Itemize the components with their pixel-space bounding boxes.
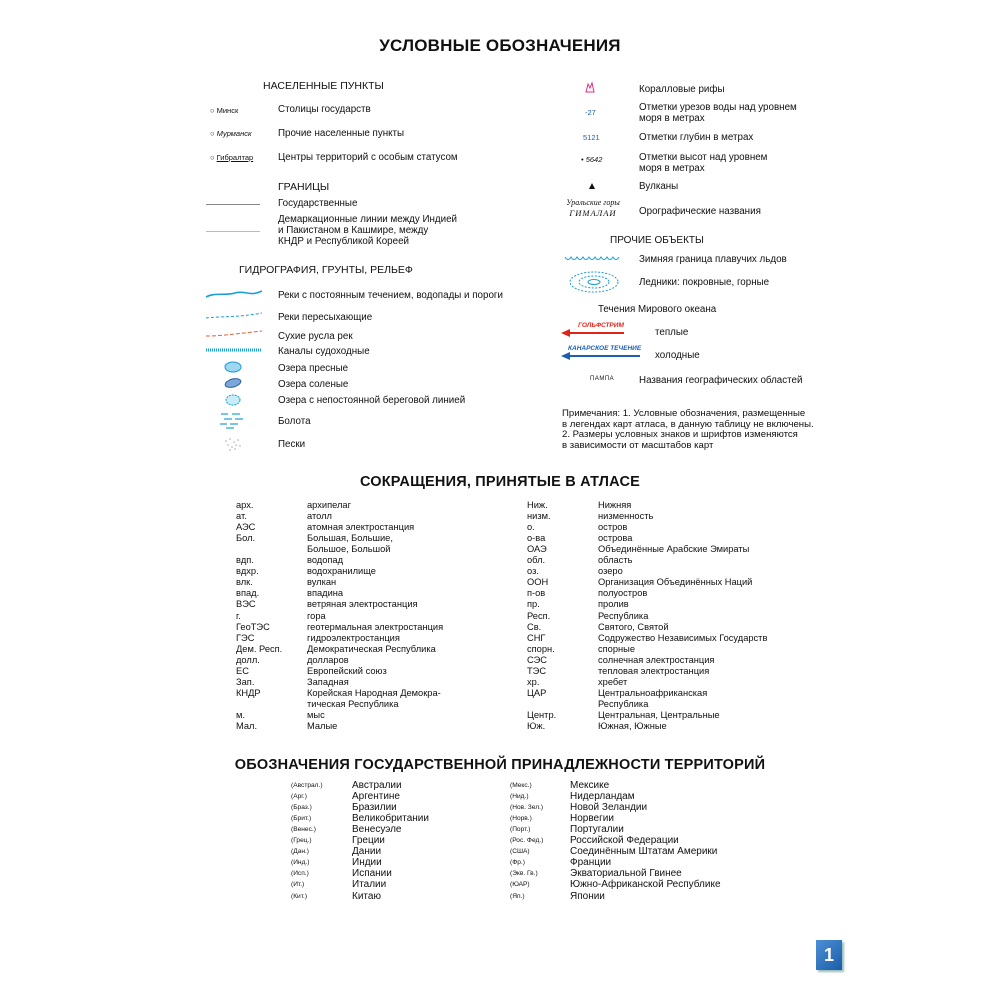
legend-note: Примечания: 1. Условные обозначения, размещенные в легендах карт атласа, в данную таблицу не включены. 2. Размеры условных знаков и шрифтов изменяются в зависимости от масштабов карт <box>562 408 814 451</box>
abbr-right-meaning: Центральноафриканская <box>598 687 708 698</box>
country-right-abbr: (Норв.) <box>510 815 532 823</box>
country-left-meaning: Греции <box>352 835 385 847</box>
country-right-abbr: (Рос. Фед.) <box>510 837 544 845</box>
abbr-right-meaning: хребет <box>598 676 628 687</box>
ice-limit-label: Зимняя граница плавучих льдов <box>639 254 787 265</box>
abbr-right-abbr: СЭС <box>527 654 548 665</box>
legend-title: УСЛОВНЫЕ ОБОЗНАЧЕНИЯ <box>379 36 621 55</box>
swamp-label: Болота <box>278 416 311 427</box>
country-right-abbr: (Нов. Зел.) <box>510 804 544 812</box>
abbr-left-abbr: г. <box>236 610 241 621</box>
abbr-left-meaning: атомная электростанция <box>307 522 415 533</box>
abbr-left-meaning: Большое, Большой <box>307 544 391 555</box>
country-right-abbr: (Мекс.) <box>510 782 532 789</box>
abbr-right-abbr: о. <box>527 522 535 533</box>
dry-riverbed-icon <box>205 328 263 340</box>
country-right-meaning: Экваториальной Гвинее <box>570 868 682 880</box>
abbr-left-abbr: Дем. Респ. <box>236 643 283 654</box>
state-border-line <box>206 204 260 205</box>
country-left-abbr: (Исп.) <box>291 870 309 878</box>
abbr-right-abbr: Св. <box>527 621 542 632</box>
country-left-abbr: (Венес.) <box>291 826 316 834</box>
abbr-left-meaning: гидроэлектростанция <box>307 632 400 643</box>
abbr-left-meaning: ветряная электростанция <box>307 599 418 610</box>
borders-title: ГРАНИЦЫ <box>278 181 330 193</box>
country-right-meaning: Южно-Африканской Республике <box>570 879 721 891</box>
country-right-meaning: Португалии <box>570 824 624 836</box>
cold-current-label: холодные <box>655 350 700 361</box>
abbr-left-meaning: гора <box>307 610 326 621</box>
abbr-left-abbr: ЕС <box>236 665 249 676</box>
abbr-left-abbr: долл. <box>236 654 260 665</box>
abbr-right-meaning: остров <box>598 522 628 533</box>
abbr-right-abbr: хр. <box>527 676 540 687</box>
abbr-right-meaning: Святого, Святой <box>598 621 669 632</box>
country-left-meaning: Австралии <box>352 780 402 791</box>
abbr-right-meaning: полуостров <box>598 588 648 599</box>
ice-limit-icon <box>563 254 623 264</box>
country-left-meaning: Дании <box>352 846 382 858</box>
country-left-meaning: Испании <box>352 868 392 880</box>
page-number-badge: 1 <box>816 940 842 970</box>
country-left-abbr: (Браз.) <box>291 804 312 812</box>
country-left-meaning: Аргентине <box>352 791 400 803</box>
abbr-left-abbr: впад. <box>236 588 260 599</box>
abbr-left-abbr: ГЭС <box>236 632 255 643</box>
country-left-abbr: (Арг.) <box>291 793 307 801</box>
abbr-left-abbr: АЭС <box>236 522 256 533</box>
depth-label: Отметки глубин в метрах <box>639 132 754 143</box>
abbr-left-meaning: тическая Республика <box>307 698 399 709</box>
abbr-right-meaning: Республика <box>598 698 649 709</box>
intermittent-rivers-label: Реки пересыхающие <box>278 312 373 323</box>
abbr-right-meaning: Организация Объединённых Наций <box>598 577 753 588</box>
coral-reef-icon <box>583 80 597 94</box>
abbr-left-abbr: ВЭС <box>236 599 256 610</box>
abbr-left-meaning: Большая, Большие, <box>307 533 393 544</box>
warm-current-sample: ГОЛЬФСТРИМ <box>578 322 624 329</box>
abbr-right-abbr: СНГ <box>527 632 546 643</box>
abbr-right-meaning: озеро <box>598 566 623 577</box>
country-right-meaning: Норвегии <box>570 813 614 825</box>
abbr-right-abbr: оз. <box>527 566 539 577</box>
abbr-left-abbr: вдхр. <box>236 566 259 577</box>
abbr-left-abbr: вдп. <box>236 555 254 566</box>
demarcation-label: Демаркационные линии между Индией и Пакистаном в Кашмире, между КНДР и Республикой Кореей <box>278 214 458 247</box>
canal-icon <box>205 346 263 354</box>
abbr-title: СОКРАЩЕНИЯ, ПРИНЯТЫЕ В АТЛАСЕ <box>359 474 641 490</box>
water-level-sample: -27 <box>585 108 596 117</box>
country-left-meaning: Италии <box>352 879 387 891</box>
intermittent-river-icon <box>205 310 263 322</box>
region-sample: ПАМПА <box>590 376 615 382</box>
abbr-left-abbr: ГеоТЭС <box>236 621 270 632</box>
height-label: Отметки высот над уровнем моря в метрах <box>639 152 768 174</box>
abbr-left-meaning: вулкан <box>307 577 337 588</box>
abbr-left-abbr: Зап. <box>236 676 255 687</box>
region-label: Названия географических областей <box>639 375 803 386</box>
orographic-label: Орографические названия <box>639 206 761 217</box>
demarcation-line <box>206 231 260 232</box>
height-sample: • 5642 <box>581 155 603 164</box>
abbr-right-abbr: ООН <box>527 577 549 588</box>
fresh-lake-icon <box>224 361 242 373</box>
currents-title: Течения Мирового океана <box>598 304 717 315</box>
country-right-abbr: (Нид.) <box>510 793 529 801</box>
abbr-right-abbr: ЦАР <box>527 687 547 698</box>
country-left-meaning: Венесуэле <box>352 824 402 836</box>
abbr-right-abbr: п-ов <box>527 588 546 599</box>
country-right-abbr: (Фр.) <box>510 859 525 867</box>
abbr-right-abbr: обл. <box>527 555 546 566</box>
country-right-meaning: Японии <box>570 890 605 902</box>
country-left-abbr: (Австрал.) <box>291 782 323 789</box>
abbr-right-meaning: Южная, Южные <box>598 721 667 731</box>
abbr-left-abbr: Мал. <box>236 721 258 731</box>
special-status-label: Центры территорий с особым статусом <box>278 152 458 163</box>
country-right-meaning: Мексике <box>570 780 610 791</box>
country-right-meaning: Соединённым Штатам Америки <box>570 846 718 858</box>
state-border-label: Государственные <box>278 198 358 209</box>
sand-label: Пески <box>278 439 306 450</box>
abbr-right-meaning: острова <box>598 533 633 544</box>
depth-sample: 5121 <box>583 133 600 142</box>
abbr-left-meaning: Демократическая Республика <box>307 643 436 654</box>
country-left-meaning: Бразилии <box>352 802 397 814</box>
abbr-left-abbr: м. <box>236 709 245 720</box>
country-left-abbr: (Дан.) <box>291 848 309 856</box>
salt-lake-icon <box>224 377 242 389</box>
abbr-left-meaning: долларов <box>307 654 349 665</box>
glacier-icon <box>566 268 622 296</box>
rivers-label: Реки с постоянным течением, водопады и пороги <box>278 290 503 301</box>
abbr-left-abbr: КНДР <box>236 687 261 698</box>
abbr-right-meaning: Объединённые Арабские Эмираты <box>598 544 750 555</box>
abbr-right-abbr: Ниж. <box>527 500 548 510</box>
orographic-sample: Уральские горы ГИМАЛАИ <box>566 198 620 218</box>
other-settlement-label: Прочие населенные пункты <box>278 128 405 139</box>
abbr-right-abbr: спорн. <box>527 643 555 654</box>
dry-riverbed-label: Сухие русла рек <box>278 331 353 342</box>
abbr-right-meaning: Содружество Независимых Государств <box>598 632 768 643</box>
country-right-abbr: (ЮАР) <box>510 881 530 889</box>
abbr-right-meaning: Республика <box>598 610 649 621</box>
abbr-right-abbr: Респ. <box>527 610 551 621</box>
country-right-meaning: Нидерландам <box>570 791 635 803</box>
abbr-right-meaning: область <box>598 555 633 566</box>
glacier-label: Ледники: покровные, горные <box>639 277 770 288</box>
country-left-meaning: Китаю <box>352 890 381 902</box>
coral-reef-label: Коралловые рифы <box>639 84 725 95</box>
other-settlement-sample: ○ Мурманск <box>210 129 252 138</box>
abbr-right-abbr: пр. <box>527 599 540 610</box>
abbr-left-meaning: Европейский союз <box>307 665 387 676</box>
volcano-icon <box>588 182 596 190</box>
abbr-right-abbr: ОАЭ <box>527 544 547 555</box>
country-right-meaning: Российской Федерации <box>570 835 679 847</box>
canals-label: Каналы судоходные <box>278 346 370 357</box>
abbr-left-meaning: Малые <box>307 721 338 731</box>
abbr-left-abbr: Бол. <box>236 533 256 544</box>
volcano-label: Вулканы <box>639 181 679 192</box>
river-icon <box>205 288 263 302</box>
nonpermanent-lake-icon <box>224 393 242 407</box>
abbr-left-meaning: атолл <box>307 511 332 522</box>
abbr-left-abbr: ат. <box>236 511 247 522</box>
country-left-meaning: Великобритании <box>352 813 429 825</box>
abbr-right-meaning: солнечная электростанция <box>598 654 715 665</box>
salt-lake-label: Озера соленые <box>278 379 349 390</box>
abbr-right-meaning: тепловая электростанция <box>598 665 710 676</box>
settlements-title: НАСЕЛЕННЫЕ ПУНКТЫ <box>263 80 384 92</box>
abbr-left-meaning: архипелаг <box>307 500 351 510</box>
abbr-left-abbr: влк. <box>236 577 253 588</box>
country-right-meaning: Франции <box>570 857 612 869</box>
abbr-left-meaning: впадина <box>307 588 344 599</box>
country-right-abbr: (Яп.) <box>510 892 525 900</box>
abbr-right-abbr: Центр. <box>527 709 557 720</box>
nonpermanent-lake-label: Озера с непостоянной береговой линией <box>278 395 466 406</box>
abbr-left-meaning: геотермальная электростанция <box>307 621 444 632</box>
country-left-abbr: (Грец.) <box>291 837 312 845</box>
abbr-left-meaning: водопад <box>307 555 344 566</box>
country-left-abbr: (Инд.) <box>291 859 310 867</box>
country-right-abbr: (США) <box>510 848 530 856</box>
other-objects-title: ПРОЧИЕ ОБЪЕКТЫ <box>610 235 704 246</box>
water-level-label: Отметки урезов воды над уровнем моря в метрах <box>639 102 797 124</box>
special-status-sample: ○ Гибралтар <box>210 153 254 162</box>
sand-icon <box>222 436 244 452</box>
country-left-abbr: (Брит.) <box>291 815 312 823</box>
abbr-right-meaning: спорные <box>598 643 636 654</box>
abbr-right-meaning: Нижняя <box>598 500 632 510</box>
country-left-meaning: Индии <box>352 857 382 869</box>
abbr-right-abbr: ТЭС <box>527 665 547 676</box>
abbr-right-abbr: низм. <box>527 511 551 522</box>
capital-sample: ○ Минск <box>210 106 239 115</box>
country-left-abbr: (Кит.) <box>291 892 308 900</box>
abbr-left-meaning: мыс <box>307 709 325 720</box>
warm-current-label: теплые <box>655 327 689 338</box>
country-right-abbr: (Порт.) <box>510 826 531 834</box>
country-left-abbr: (Ит.) <box>291 881 305 889</box>
abbr-right-meaning: низменность <box>598 511 654 522</box>
countries-title: ОБОЗНАЧЕНИЯ ГОСУДАРСТВЕННОЙ ПРИНАДЛЕЖНОСТИ ТЕРРИТОРИЙ <box>234 757 766 773</box>
abbr-right-abbr: Юж. <box>527 721 546 731</box>
country-right-abbr: (Экв. Гв.) <box>510 870 538 878</box>
abbr-left-meaning: Корейская Народная Демокра- <box>307 687 441 698</box>
abbr-left-abbr: арх. <box>236 500 254 510</box>
hydro-title: ГИДРОГРАФИЯ, ГРУНТЫ, РЕЛЬЕФ <box>239 264 413 276</box>
capital-label: Столицы государств <box>278 104 371 115</box>
abbr-right-meaning: пролив <box>598 599 629 610</box>
country-right-meaning: Новой Зеландии <box>570 802 648 814</box>
cold-current-sample: КАНАРСКОЕ ТЕЧЕНИЕ <box>568 345 642 352</box>
abbr-left-meaning: водохранилище <box>307 566 376 577</box>
abbr-left-meaning: Западная <box>307 676 349 687</box>
swamp-icon <box>218 410 246 430</box>
abbr-right-meaning: Центральная, Центральные <box>598 709 720 720</box>
abbr-right-abbr: о-ва <box>527 533 546 544</box>
fresh-lake-label: Озера пресные <box>278 363 349 374</box>
